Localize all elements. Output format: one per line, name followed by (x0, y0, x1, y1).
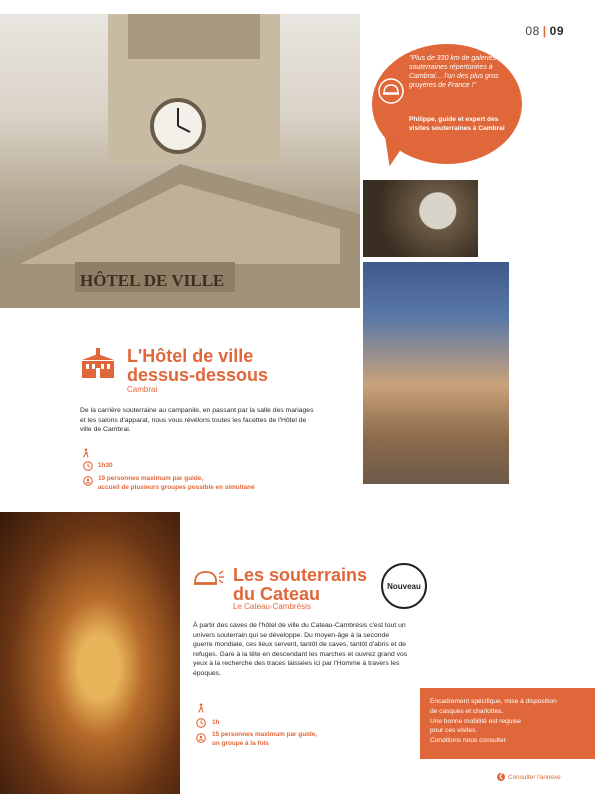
conditions-line: Une bonne mobilité est requise (430, 717, 521, 725)
previous-page-number: 08 (525, 24, 540, 38)
conditions-line: Encadrement spécifique, mise à disposition (430, 698, 557, 705)
current-page-number: 09 (549, 24, 564, 38)
page-separator: | (542, 24, 547, 38)
quote-text: "Plus de 330 km de galeries souterraines répertoriées à Cambrai… l'un des plus gros gruyères de France !" (409, 55, 499, 89)
photo-underground-tunnel (0, 512, 180, 794)
svg-text:HÔTEL DE VILLE: HÔTEL DE VILLE (80, 271, 225, 290)
section2-group-line2: un groupe à la fois (212, 739, 269, 747)
clock-icon (196, 718, 206, 728)
section2-duration: 1h (212, 719, 220, 726)
section2-body: À partir des caves de l'hôtel de ville du Cateau-Cambrésis c'est tout un univers souterrain qui se développe. Du moyen-âge à la seconde guerre mondiale, ces lieux servent, tantôt de caves, tantôt d'abris et de refuges. Gare à la tête en descendant les marches et ouvrez grand vos yeux à la recherche des traces laissées ici par l'Homme à travers les époques. (193, 622, 408, 677)
section2-title-line1: Les souterrains (233, 565, 368, 585)
section1-city: Cambrai (127, 385, 158, 394)
section2-group-line1: 15 personnes maximum par guide, (212, 731, 318, 738)
section2-title-line2: du Cateau (233, 584, 321, 604)
group-icon (83, 476, 93, 486)
page-number (525, 24, 564, 38)
section1-group-line1: 19 personnes maximum par guide, (98, 475, 204, 482)
section2-title (233, 566, 383, 604)
photo-mural-visitors (363, 262, 509, 484)
conditions-line: de casques et charlottes. (430, 707, 504, 715)
section1-body: De la carrière souterraine au campanile, en passant par la salle des mariages et les salons d'apparat, nous vous révélons toutes les facettes de l'Hôtel de ville de Cambrai. (80, 407, 314, 433)
conditions-line: Conditions nous consulter. (430, 737, 508, 745)
conditions-text (430, 697, 588, 746)
section1-group (98, 475, 298, 492)
arrow-icon: ❮ (498, 774, 504, 780)
consult-annex-link[interactable] (497, 773, 561, 781)
conditions-line: pour ces visites. (430, 727, 478, 735)
section1-title-line1: L'Hôtel de ville (127, 346, 254, 366)
helmet-icon (378, 78, 404, 104)
walking-icon (81, 448, 91, 458)
clock-icon (83, 461, 93, 471)
facade-illustration (0, 14, 360, 308)
walking-icon (196, 703, 206, 713)
townhall-icon (80, 348, 116, 380)
section1-duration: 1h30 (98, 462, 113, 469)
quote-bubble-tail (376, 135, 406, 168)
quote-author: Philippe, guide et expert des visites souterraines à Cambrai (409, 116, 505, 132)
group-icon (196, 733, 206, 743)
section1-title-line2: dessus-dessous (127, 365, 269, 385)
photo-clock-room (363, 180, 478, 257)
consult-annex-label: Consulter l'annexe (508, 773, 561, 781)
photo-hotel-de-ville-facade (0, 14, 360, 308)
section2-city: Le Cateau-Cambrésis (233, 602, 311, 611)
new-badge: Nouveau (381, 563, 427, 609)
section1-group-line2: accueil de plusieurs groupes possible en simultané (98, 483, 255, 491)
section2-group (212, 731, 372, 748)
helmet-icon (193, 566, 225, 592)
section1-title (127, 347, 327, 385)
